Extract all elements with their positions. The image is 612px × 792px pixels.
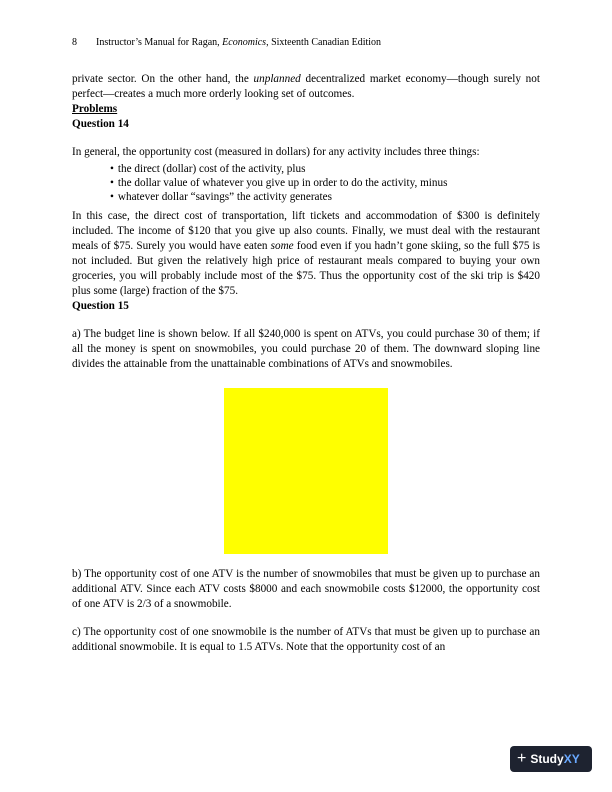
problems-heading: Problems: [72, 103, 118, 115]
q14-bullet-list: [110, 162, 540, 204]
budget-line-figure: [224, 388, 388, 554]
header-title-prefix: Instructor’s Manual for Ragan,: [96, 37, 223, 48]
header-title-suffix: , Sixteenth Canadian Edition: [266, 37, 382, 48]
q14-body-italic: some: [270, 240, 294, 252]
list-item: • the dollar value of whatever you give up in order to do the activity, minus: [110, 176, 540, 190]
q14-intro: In general, the opportunity cost (measured in dollars) for any activity includes three things:: [72, 146, 480, 158]
page-content: [72, 72, 540, 655]
list-item: • the direct (dollar) cost of the activity, plus: [110, 162, 540, 176]
intro-text-1: private sector. On the other hand, the: [72, 73, 254, 85]
badge-text-study: Study: [530, 752, 564, 766]
list-item: • whatever dollar “savings” the activity generates: [110, 190, 540, 204]
question-14-heading: Question 14: [72, 118, 129, 130]
intro-italic: unplanned: [253, 73, 301, 85]
q14-body-text-2: food even if you hadn’t gone skiing, so the full $75 is not included. But given the relatively high price of restaurant meals compared to buying your own groceries, you will probably include most of the $75. Thus the opportunity cost of the ski trip is $420 plus some (large) fraction of the $75.: [72, 240, 540, 297]
plus-icon: +: [517, 750, 527, 767]
studyxy-badge[interactable]: [510, 746, 592, 772]
page-header: [72, 37, 381, 48]
q15-part-a: a) The budget line is shown below. If all $240,000 is spent on ATVs, you could purchase 30 of them; if all the money is spent on snowmobiles, you could purchase 20 of them. The downward sloping line divides the attainable from the unattainable combinations of ATVs and snowmobiles.: [72, 328, 540, 370]
q14-body: [72, 209, 540, 299]
header-title-italic: Economics: [222, 37, 267, 48]
badge-text-xy: XY: [563, 752, 580, 766]
question-15-heading: Question 15: [72, 300, 129, 312]
intro-text-2: decentralized market economy—though surely not perfect—creates a much more orderly looking set of outcomes.: [72, 73, 540, 100]
q14-body-text-1: In this case, the direct cost of transportation, lift tickets and accommodation of $300 is definitely included. The income of $120 that you give up also counts. Finally, we must deal with the restaurant meals of $75. Surely you would have eaten: [72, 210, 540, 252]
q15-part-b: b) The opportunity cost of one ATV is the number of snowmobiles that must be given up to purchase an additional ATV. Since each ATV costs $8000 and each snowmobile costs $12000, the opportunity cost of one ATV is 2/3 of a snowmobile.: [72, 568, 540, 610]
intro-paragraph: [72, 72, 540, 102]
page-number: 8: [72, 37, 77, 48]
q15-part-c: c) The opportunity cost of one snowmobile is the number of ATVs that must be given up to purchase an additional snowmobile. It is equal to 1.5 ATVs. Note that the opportunity cost of an: [72, 626, 540, 653]
